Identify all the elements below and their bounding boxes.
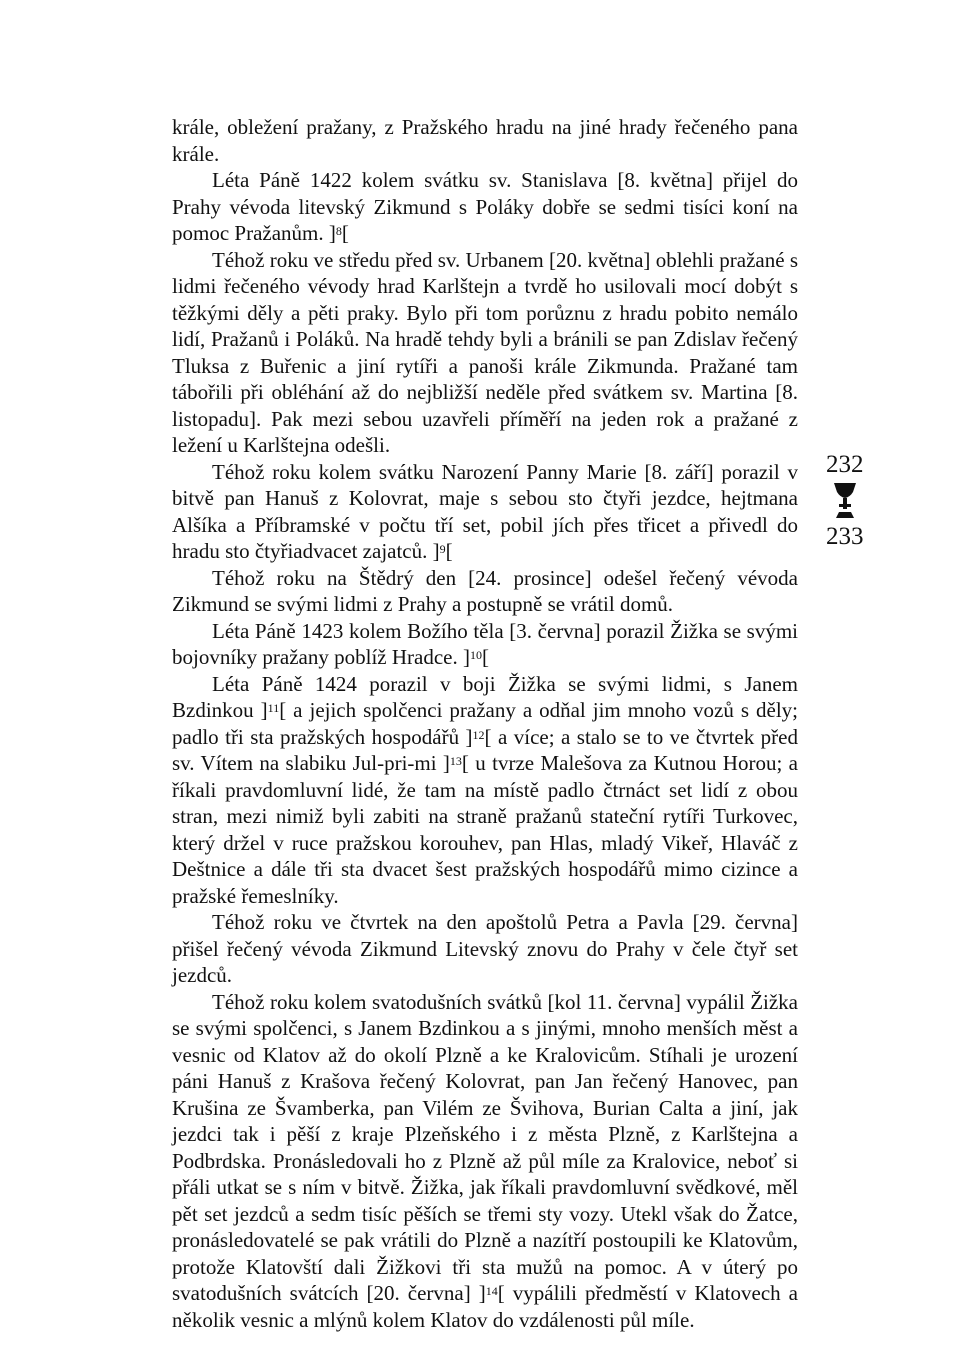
main-text bbox=[172, 114, 798, 1333]
paragraph bbox=[172, 989, 798, 1334]
paragraph-text: Téhož roku kolem svátku Narození Panny Marie [8. září] porazil v bitvě pan Hanuš z Kolovrat, maje s sebou sto čtyři jezdce, hejtmana Alšíka a Příbramské v počtu tří set, pobil jích přes třicet a přivedl do hradu sto čtyřiadvacet zajatců. bbox=[172, 459, 798, 563]
paragraph bbox=[172, 247, 798, 459]
paragraph-text: Téhož roku na Štědrý den [24. prosince] odešel řečený vévoda Zikmund se svými lidmi z Prahy a postupně se vrátil domů. bbox=[172, 565, 798, 616]
paragraph bbox=[172, 565, 798, 618]
paragraph bbox=[172, 114, 798, 167]
paragraph bbox=[172, 909, 798, 989]
page-number-top: 232 bbox=[826, 451, 864, 478]
chalice-icon bbox=[832, 482, 858, 520]
paragraph-text: a jejich spolčenci pražany a odňal jim mnoho vozů s děly; padlo tři sta pražských hospodářů bbox=[172, 698, 798, 749]
paragraph bbox=[172, 618, 798, 671]
paragraph bbox=[172, 459, 798, 565]
paragraph bbox=[172, 167, 798, 247]
paragraph bbox=[172, 671, 798, 910]
marker-number: 10 bbox=[470, 648, 482, 662]
page-marker: ]$^{14}$[ bbox=[478, 1281, 505, 1305]
marker-number: 11 bbox=[267, 701, 280, 715]
paragraph-text: Téhož roku ve čtvrtek na den apoštolů Petra a Pavla [29. června] přišel řečený vévoda Zikmund Litevský znovu do Prahy v čele čtyř set jezdců. bbox=[172, 910, 798, 987]
page-marker: ]$^9$[ bbox=[432, 539, 453, 563]
marker-number: 9 bbox=[439, 542, 446, 556]
paragraph-text: Téhož roku kolem svatodušních svátků [kol 11. června] vypálil Žižka se svými spolčenci, s Janem Bzdinkou a s jinými, mnoho menších měst a vesnic od Klatov až do okolí Plzně a ke Kralovicům. Stíhali je urození páni Hanuš z Krašova řečený Kolovrat, pan Jan řečený Hanovec, pan Krušina ze Švamberka, pan Vilém ze Švihova, Burian Calta a jiní, jak jezdci tak i pěší z kraje Plzeňského i z města Plzně, z Karlštejna a Podbrdska. Pronásledovali ho z Plzně až půl míle za Kralovice, neboť si přáli utkat se s ním v bitvě. Žižka, jak říkali pravdomluvní svědkové, měl pět set jezdců a sedm tisíc pěších se třemi sty vozy. Utekl však do Žatce, pronásledovatelé se pak vrátili do Plzně a nazítří postoupili ke Klatovům, protože Klatovští dali Žižkovi tři sta mužů na pomoc. A v úterý po svatodušních svátcích [20. června] bbox=[172, 989, 798, 1305]
page-marker: ]$^{12}$[ bbox=[465, 724, 492, 749]
page-number-bottom: 233 bbox=[826, 523, 864, 550]
paragraph-text: a více; a stalo se to ve čtvrtek před sv. Vítem na slabiku Jul-pri-mi bbox=[172, 724, 798, 775]
page-marker: ]$^{11}$[ bbox=[260, 698, 287, 722]
page-marker: ]$^{10}$[ bbox=[463, 645, 489, 669]
page-marker: ]$^{13}$[ bbox=[442, 751, 469, 775]
paragraph-text: krále, obležení pražany, z Pražského hradu na jiné hrady řečeného pana krále. bbox=[172, 115, 798, 166]
paragraph-text: vypálili předměstí v Klatovech a několik vesnic a mlýnů kolem Klatov do vzdálenosti půl míle. bbox=[172, 1281, 798, 1332]
page-break-marker bbox=[826, 452, 886, 550]
paragraph-text: Léta Páně 1424 porazil v boji Žižka se svými lidmi, s Janem Bzdinkou bbox=[172, 671, 798, 722]
page-marker: ]$^8$[ bbox=[328, 221, 349, 245]
marker-number: 13 bbox=[449, 754, 462, 768]
paragraph-text: Léta Páně 1423 kolem Božího těla [3. června] porazil Žižka se svými bojovníky pražany poblíž Hradce. bbox=[172, 618, 798, 669]
marker-number: 8 bbox=[335, 224, 342, 238]
marker-number: 14 bbox=[485, 1284, 498, 1298]
paragraph-text: Téhož roku ve středu před sv. Urbanem [20. května] oblehli pražané s lidmi řečeného vévody hrad Karlštejn a tvrdě ho usilovali mocí dobýt s těžkými děly a pěti praky. Bylo při tom porůznu z hradu pobito nemálo lidí, Pražanů i Poláků. Na hradě tehdy byli a bránili se pan Zdislav řečený Tluksa z Buřenic a jiní rytíři a panoši krále Zikmunda. Pražané tam tábořili při obléhání až do nejbližší neděle před svátkem sv. Martina [8. listopadu]. Pak mezi sebou uzavřeli příměří na jeden rok a pražané z ležení u Karlštejna odešli. bbox=[172, 247, 798, 457]
marker-number: 12 bbox=[472, 727, 485, 742]
paragraph-text: Léta Páně 1422 kolem svátku sv. Stanislava [8. května] přijel do Prahy vévoda litevský Zikmund s Poláky dobře se sedmi tisíci koní na pomoc Pražanům. bbox=[172, 168, 798, 245]
paragraph-text: u tvrze Malešova za Kutnou Horou; a říkali pravdomluvní lidé, že tam na místě padlo čtrnáct set lidí z obou stran, mezi nimiž byli zabiti na straně pražanů stateční rytíři Turkovec, který držel v ruce pražskou korouhev, pan Hlas, mladý Vikeř, Hlaváč z Deštnice a dále tři sta dvacet šest pražských hospodářů mimo cizince a pražské řemeslníky. bbox=[172, 751, 798, 908]
